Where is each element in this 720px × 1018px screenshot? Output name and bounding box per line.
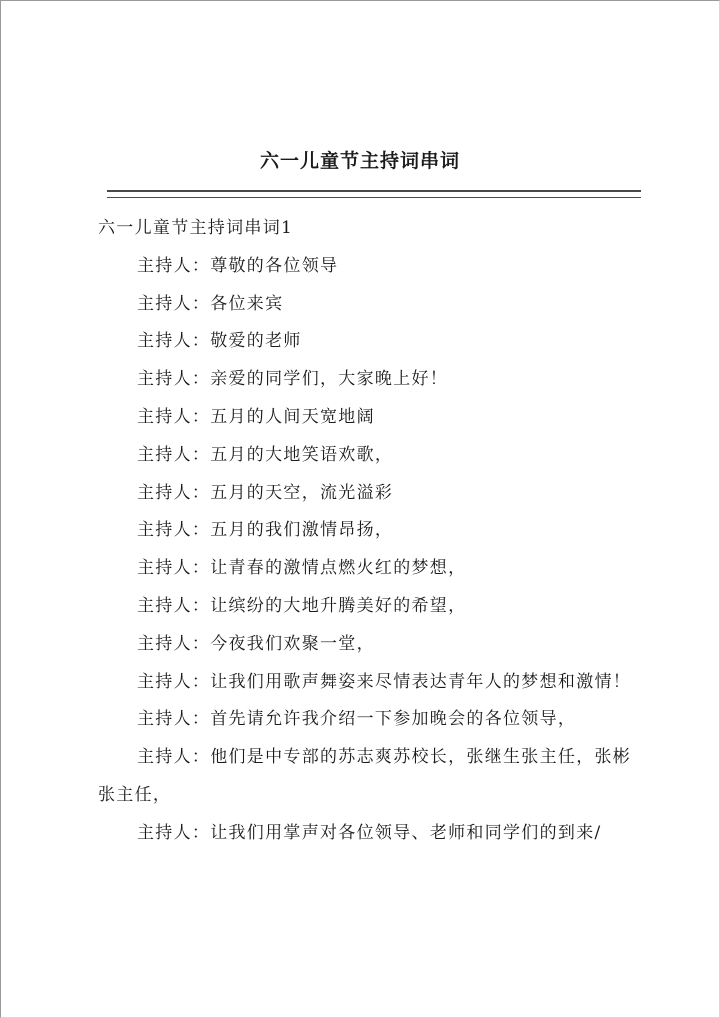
paragraph: 主持人：敬爱的老师 [137, 331, 302, 352]
paragraph: 主持人：五月的人间天宽地阔 [137, 406, 375, 427]
paragraph: 主持人：让缤纷的大地升腾美好的希望， [137, 595, 467, 616]
paragraph: 主持人：五月的天空，流光溢彩 [137, 482, 394, 503]
paragraph: 主持人：尊敬的各位领导 [137, 255, 339, 276]
paragraph: 主持人：今夜我们欢聚一堂， [137, 633, 375, 654]
paragraph: 主持人：五月的我们激情昂扬， [137, 520, 394, 541]
document-body [98, 210, 646, 853]
paragraph: 主持人：让我们用歌声舞姿来尽情表达青年人的梦想和激情！ [137, 671, 632, 692]
document-title: 六一儿童节主持词串词 [259, 150, 460, 172]
paragraph: 主持人：亲爱的同学们，大家晚上好！ [137, 369, 449, 390]
paragraph: 主持人：各位来宾 [137, 293, 284, 314]
paragraph: 主持人：让我们用掌声对各位领导、老师和同学们的到来/ [137, 822, 602, 843]
title-divider [107, 190, 641, 198]
paragraph: 主持人：五月的大地笑语欢歌， [137, 444, 394, 465]
paragraph: 主持人：让青春的激情点燃火红的梦想， [137, 558, 467, 579]
paragraph: 主持人：首先请允许我介绍一下参加晚会的各位领导， [137, 709, 577, 730]
paragraph: 主持人：他们是中专部的苏志爽苏校长，张继生张主任，张彬张主任， [98, 747, 632, 805]
section-heading: 六一儿童节主持词串词1 [98, 218, 294, 238]
